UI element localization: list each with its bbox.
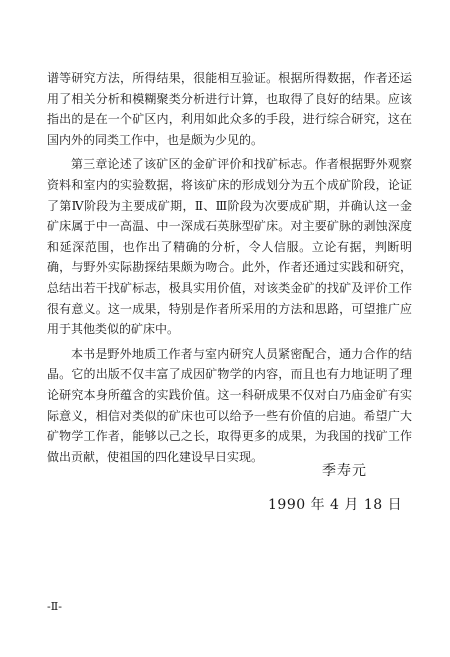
paragraph-chapter-three: 第三章论述了该矿区的金矿评价和找矿标志。作者根据野外观察资料和室内的实验数据，将该矿床的形成划分为五个成矿阶段，论证了第Ⅳ阶段为主要成矿期，Ⅱ、Ⅲ阶段为次要成矿期，并确认这一金矿床属于中一高温、中一深成石英脉型矿床。对主要矿脉的剥蚀深度和延深范围，也作出了精确的分析，令人信服。立论有据，判断明确，与野外实际勘探结果颇为吻合。此外，作者还通过实践和研究，总结出若干找矿标志，极具实用价值，对该类金矿的找矿及评价工作很有意义。这一成果，特别是作者所采用的方法和思路，可望推广应用于其他类似的矿床中。 [47,157,412,337]
body-text [47,68,412,467]
page-number: -Ⅱ- [47,600,62,613]
signature-date: 1990 年 4 月 18 日 [268,497,403,513]
paragraph-conclusion: 本书是野外地质工作者与室内研究人员紧密配合，通力合作的结晶。它的出版不仅丰富了成因矿物学的内容，而且也有力地证明了理论研究本身所蕴含的实践价值。这一科研成果不仅对白乃庙金矿有实际意义，相信对类似的矿床也可以给予一些有价值的启迪。希望广大矿物学工作者，能够以己之长，取得更多的成果，为我国的找矿工作做出贡献，使祖国的四化建设早日实现。 [47,346,412,464]
paragraph-continued: 谱等研究方法，所得结果，很能相互验证。根据所得数据，作者还运用了相关分析和模糊聚类分析进行计算，也取得了良好的结果。应该指出的是在一个矿区内，利用如此众多的手段，进行综合研究，这在国内外的同类工作中，也是颇为少见的。 [47,71,412,147]
author-signature: 季寿元 [322,463,367,479]
